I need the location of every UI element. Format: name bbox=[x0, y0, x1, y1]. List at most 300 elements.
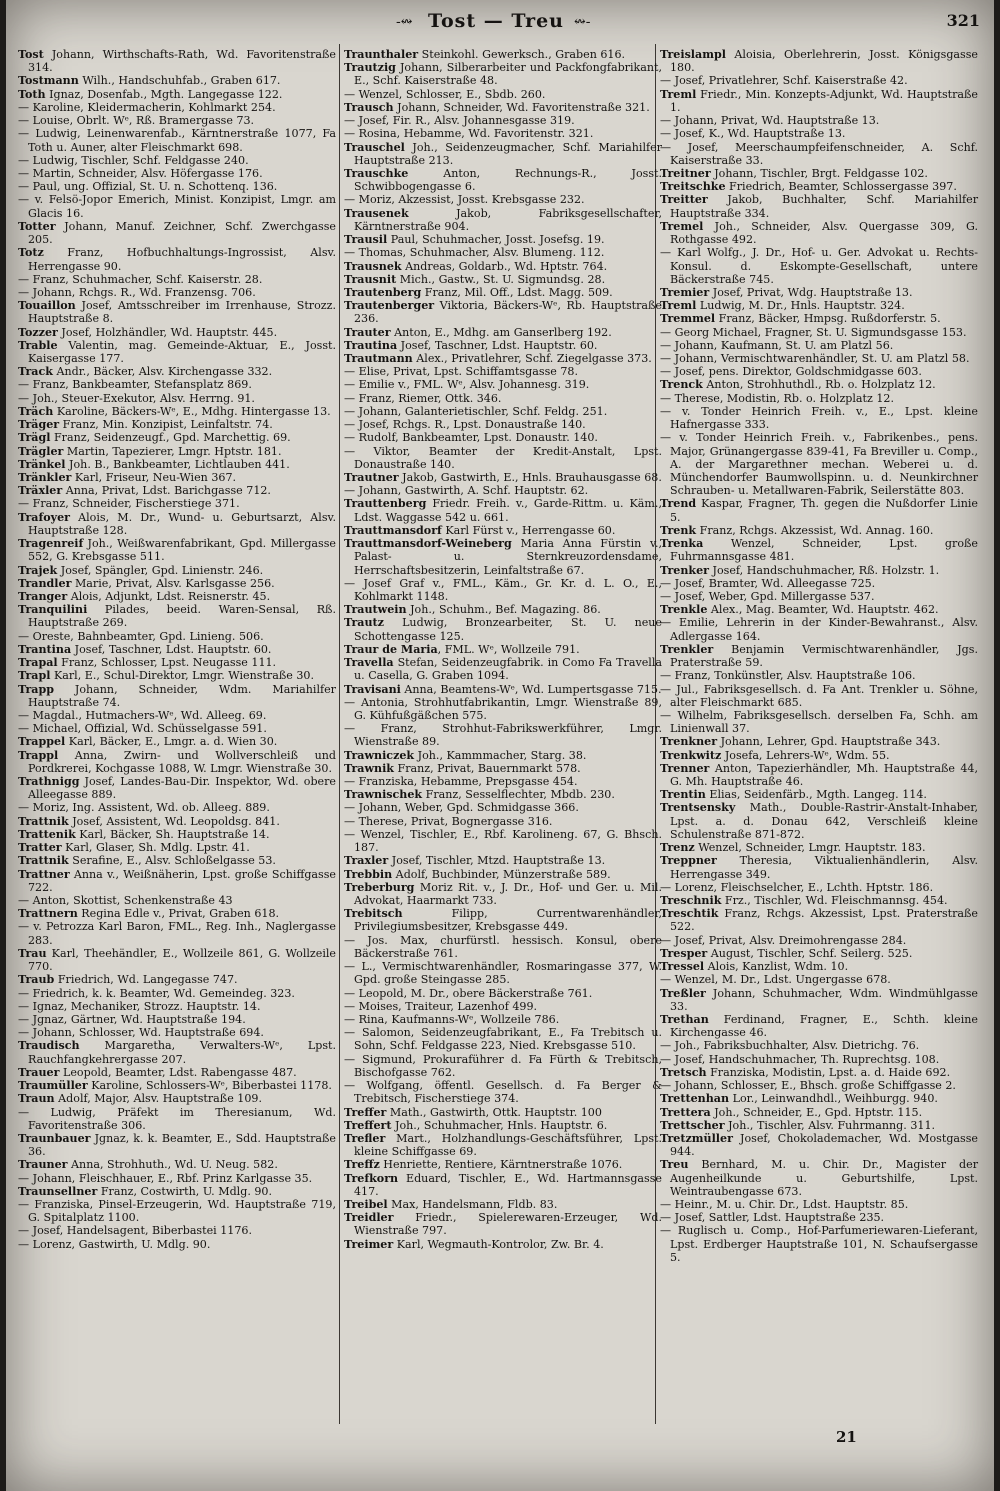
directory-entry bbox=[660, 894, 978, 907]
directory-entry bbox=[18, 709, 336, 722]
directory-entry bbox=[18, 326, 336, 339]
entry-details: Jgnaz, k. k. Beamter, E., Sdd. Hauptstraße 36. bbox=[28, 1131, 336, 1159]
directory-column-1 bbox=[18, 48, 336, 1251]
directory-entry bbox=[344, 762, 662, 775]
directory-entry bbox=[18, 537, 336, 563]
directory-entry bbox=[660, 669, 978, 682]
entry-details: — Josef, Bramter, Wd. Alleegasse 725. bbox=[660, 576, 876, 590]
entry-details: — Elise, Privat, Lpst. Schiffamtsgasse 78. bbox=[344, 365, 579, 379]
directory-entry bbox=[660, 114, 978, 127]
entry-details: Wenzel, Schneider, Lpst. große Fuhrmannsgasse 481. bbox=[670, 537, 978, 564]
entry-details: Josef, Landes-Bau-Dir. Inspektor, Wd. obere Alleegasse 889. bbox=[28, 775, 336, 802]
entry-details: — Josef, Rchgs. R., Lpst. Donaustraße 140. bbox=[344, 418, 586, 432]
directory-entry bbox=[344, 960, 662, 986]
entry-surname: Trau bbox=[18, 946, 47, 960]
entry-details: Josef, Holzhändler, Wd. Hauptstr. 445. bbox=[57, 325, 278, 339]
page-header bbox=[6, 4, 994, 38]
entry-details: — Martin, Schneider, Alsv. Höfergasse 176. bbox=[18, 166, 263, 180]
entry-surname: Traunthaler bbox=[344, 48, 419, 61]
directory-entry bbox=[18, 801, 336, 814]
entry-surname: Trawnik bbox=[344, 761, 394, 775]
entry-details: Karl, Wegmauth-Kontrolor, Zw. Br. 4. bbox=[393, 1237, 604, 1251]
entry-surname: Trentin bbox=[660, 788, 706, 802]
entry-details: Frz., Tischler, Wd. Fleischmannsg. 454. bbox=[721, 894, 948, 907]
entry-details: Joh., Schneider, E., Gpd. Hptstr. 115. bbox=[710, 1105, 923, 1119]
entry-details: Josef, Taschner, Ldst. Hauptstr. 60. bbox=[397, 338, 598, 352]
entry-details: — Johann, Schlosser, E., Bhsch. große Schiffgasse 2. bbox=[660, 1079, 956, 1093]
entry-surname: Treffer bbox=[344, 1105, 387, 1119]
directory-entry bbox=[344, 378, 662, 391]
entry-details: — Thomas, Schuhmacher, Alsv. Blumeng. 112. bbox=[344, 246, 605, 260]
directory-entry bbox=[660, 973, 978, 986]
directory-entry bbox=[660, 286, 978, 299]
entry-details: Ludwig, M. Dr., Hnls. Hauptstr. 324. bbox=[696, 299, 905, 313]
directory-entry bbox=[18, 749, 336, 775]
directory-entry bbox=[660, 1224, 978, 1264]
directory-entry bbox=[660, 246, 978, 286]
directory-entry bbox=[344, 868, 662, 881]
directory-entry bbox=[660, 378, 978, 391]
directory-entry bbox=[18, 564, 336, 577]
directory-entry bbox=[18, 1026, 336, 1039]
entry-details: Mich., Gastw., St. U. Sigmundsg. 28. bbox=[396, 272, 606, 286]
entry-details: Theresia, Viktualienhändlerin, Alsv. Herrengasse 349. bbox=[670, 854, 978, 881]
entry-details: Josef, Taschner, Ldst. Hauptstr. 60. bbox=[71, 642, 272, 656]
entry-surname: Trauter bbox=[344, 325, 391, 339]
entry-details: — Johann, Vermischtwarenhändler, St. U. am Platzl 58. bbox=[660, 352, 970, 366]
entry-details: Paul, Schuhmacher, Josst. Josefsg. 19. bbox=[387, 233, 605, 247]
entry-details: — Johann, Schlosser, Wd. Hauptstraße 694. bbox=[18, 1026, 264, 1040]
entry-surname: Treppner bbox=[660, 854, 717, 868]
directory-entry bbox=[344, 603, 662, 616]
entry-details: Franz, Min. Konzipist, Leinfaltstr. 74. bbox=[59, 418, 273, 432]
entry-details: Andreas, Goldarb., Wd. Hptstr. 764. bbox=[401, 259, 608, 273]
entry-details: — Georg Michael, Fragner, St. U. Sigmundsgasse 153. bbox=[660, 325, 967, 339]
directory-entry bbox=[660, 1158, 978, 1198]
entry-surname: Trapal bbox=[18, 656, 58, 670]
directory-entry bbox=[344, 722, 662, 748]
entry-details: Anton, Rechnungs-R., Josst. Schwibbogengasse 6. bbox=[354, 166, 662, 194]
entry-surname: Track bbox=[18, 365, 53, 379]
entry-details: Karoline, Bäckers-Wᵉ, E., Mdhg. Hintergasse 13. bbox=[53, 404, 331, 418]
entry-details: Karl, Friseur, Neu-Wien 367. bbox=[71, 471, 237, 484]
directory-entry bbox=[18, 418, 336, 431]
directory-entry bbox=[660, 220, 978, 246]
entry-details: — Wolfgang, öffentl. Gesellsch. d. Fa Berger & Trebitsch, Fischerstiege 374. bbox=[344, 1079, 662, 1106]
entry-details: — Wenzel, Schlosser, E., Sbdb. 260. bbox=[344, 87, 546, 101]
entry-surname: Tozzer bbox=[18, 325, 58, 339]
entry-details: — Jgnaz, Gärtner, Wd. Hauptstraße 194. bbox=[18, 1012, 246, 1026]
directory-entry bbox=[660, 74, 978, 87]
entry-details: — Magdal., Hutmachers-Wᵉ, Wd. Alleeg. 69. bbox=[18, 708, 267, 722]
directory-entry bbox=[660, 709, 978, 735]
entry-details: — Johann, Galanterietischler, Schf. Feldg. 251. bbox=[344, 404, 608, 418]
entry-details: Benjamin Vermischtwarenhändler, Jgs. Praterstraße 59. bbox=[670, 642, 978, 670]
entry-surname: Tresper bbox=[660, 946, 708, 960]
entry-surname: Trantina bbox=[18, 642, 72, 656]
directory-entry bbox=[660, 1039, 978, 1052]
directory-entry bbox=[660, 735, 978, 748]
entry-details: Josefa, Lehrers-Wᵉ, Wdm. 55. bbox=[721, 748, 890, 762]
entry-surname: Trettera bbox=[660, 1105, 711, 1119]
directory-entry bbox=[660, 947, 978, 960]
entry-details: Johann, Silberarbeiter und Packfongfabrikant, E., Schf. Kaiserstraße 48. bbox=[354, 61, 662, 88]
entry-surname: Trautina bbox=[344, 338, 398, 352]
entry-details: — v. Petrozza Karl Baron, FML., Reg. Inh., Naglergasse 283. bbox=[18, 920, 336, 947]
entry-details: — Wilhelm, Fabriksgesellsch. derselben Fa, Schh. am Linienwall 37. bbox=[660, 708, 978, 736]
entry-surname: Trenkner bbox=[660, 735, 718, 749]
entry-details: Karoline, Schlossers-Wᵉ, Biberbastei 1178. bbox=[87, 1079, 332, 1093]
directory-entry bbox=[344, 1000, 662, 1013]
directory-entry bbox=[660, 312, 978, 325]
entry-surname: Treßler bbox=[660, 986, 706, 1000]
directory-entry bbox=[344, 987, 662, 1000]
entry-details: — Ludwig, Tischler, Schf. Feldgasse 240. bbox=[18, 153, 249, 167]
entry-details: — Johann, Fleischhauer, E., Rbf. Prinz Karlgasse 35. bbox=[18, 1171, 313, 1185]
entry-details: — Viktor, Beamter der Kredit-Anstalt, Lpst. Donaustraße 140. bbox=[344, 444, 662, 471]
directory-entry bbox=[660, 854, 978, 880]
entry-details: Alois, M. Dr., Wund- u. Geburtsarzt, Alsv. Hauptstraße 128. bbox=[28, 510, 336, 537]
entry-details: Elias, Seidenfärb., Mgth. Langeg. 114. bbox=[705, 788, 927, 802]
directory-entry bbox=[660, 603, 978, 616]
directory-entry bbox=[344, 392, 662, 405]
entry-surname: Tranquilini bbox=[18, 603, 88, 617]
directory-entry bbox=[18, 1000, 336, 1013]
entry-details: — Josef, Handelsagent, Biberbastei 1176. bbox=[18, 1224, 252, 1238]
directory-entry bbox=[660, 1211, 978, 1224]
entry-details: — Wenzel, Tischler, E., Rbf. Karolineng. 67, G. Bhsch. 187. bbox=[344, 827, 662, 855]
entry-surname: Trefler bbox=[344, 1131, 386, 1145]
entry-details: Joh., Schuhmacher, Hnls. Hauptstr. 6. bbox=[391, 1118, 608, 1132]
directory-entry bbox=[660, 841, 978, 854]
directory-entry bbox=[18, 1224, 336, 1237]
entry-surname: Traun bbox=[18, 1092, 55, 1106]
entry-surname: Trausil bbox=[344, 233, 388, 247]
entry-details: Franz, Costwirth, U. Mdlg. 90. bbox=[97, 1184, 273, 1198]
directory-entry bbox=[344, 854, 662, 867]
directory-entry bbox=[660, 801, 978, 841]
entry-surname: Trappl bbox=[18, 748, 59, 762]
directory-entry bbox=[660, 960, 978, 973]
entry-details: Leopold, Beamter, Ldst. Rabengasse 487. bbox=[59, 1065, 297, 1079]
entry-details: Josef, Privat, Wdg. Hauptstraße 13. bbox=[709, 285, 913, 299]
directory-entry bbox=[18, 775, 336, 801]
entry-details: Lor., Leinwandhdl., Weihburgg. 940. bbox=[729, 1092, 938, 1106]
entry-details: Johann, Manuf. Zeichner, Schf. Zwerchgasse 205. bbox=[28, 219, 336, 247]
entry-surname: Traumüller bbox=[18, 1079, 88, 1093]
entry-details: — Franz, Schneider, Fischerstiege 371. bbox=[18, 497, 240, 511]
entry-details: Josef, Amtsschreiber im Irrenhause, Strozz. Hauptstraße 8. bbox=[28, 299, 336, 326]
directory-entry bbox=[344, 537, 662, 577]
entry-details: Joh. B., Bankbeamter, Lichtlauben 441. bbox=[65, 457, 290, 471]
directory-entry bbox=[660, 577, 978, 590]
entry-details: Jakob, Fabriksgesellschafter, Kärntnerstraße 904. bbox=[354, 206, 662, 233]
entry-details: Joh., Schneider, Alsv. Quergasse 309, G. Rothgasse 492. bbox=[670, 219, 978, 247]
entry-details: — Therese, Modistin, Rb. o. Holzplatz 12. bbox=[660, 391, 895, 405]
entry-details: — Oreste, Bahnbeamter, Gpd. Linieng. 506. bbox=[18, 629, 264, 643]
directory-entry bbox=[660, 365, 978, 378]
entry-surname: Trenk bbox=[660, 523, 697, 537]
entry-details: — Franz, Strohhut-Fabrikswerkführer, Lmgr. Wienstraße 89. bbox=[344, 722, 662, 749]
entry-details: Ferdinand, Fragner, E., Schth. kleine Kirchengasse 46. bbox=[670, 1012, 978, 1040]
entry-details: Franz, Sesselflechter, Mbdb. 230. bbox=[422, 788, 615, 802]
directory-entry bbox=[18, 299, 336, 325]
entry-surname: Treffz bbox=[344, 1158, 380, 1172]
entry-surname: Tostmann bbox=[18, 74, 79, 88]
directory-entry bbox=[18, 220, 336, 246]
directory-entry bbox=[18, 101, 336, 114]
entry-surname: Treu bbox=[660, 1158, 689, 1172]
directory-entry bbox=[344, 246, 662, 259]
entry-surname: Tretzmüller bbox=[660, 1131, 733, 1145]
directory-entry bbox=[660, 352, 978, 365]
directory-entry bbox=[660, 749, 978, 762]
entry-surname: Treislampl bbox=[660, 48, 726, 61]
directory-entry bbox=[344, 1211, 662, 1237]
directory-entry bbox=[344, 643, 662, 656]
entry-details: — Karl Wolfg., J. Dr., Hof- u. Ger. Advokat u. Rechts-Konsul. d. Eskompte-Gesellschaft, untere Bäckerstraße 745. bbox=[660, 246, 978, 286]
entry-details: — Franz, Riemer, Ottk. 346. bbox=[344, 391, 502, 405]
entry-surname: Treitschke bbox=[660, 180, 726, 194]
entry-surname: Traub bbox=[18, 973, 55, 987]
entry-surname: Trapl bbox=[18, 669, 51, 683]
directory-entry bbox=[344, 88, 662, 101]
directory-entry bbox=[344, 48, 662, 61]
entry-surname: Trausnit bbox=[344, 272, 397, 286]
entry-surname: Trandler bbox=[18, 576, 72, 590]
entry-details: , FML. Wᵉ, Wollzeile 791. bbox=[437, 642, 580, 656]
entry-surname: Trenck bbox=[660, 378, 703, 392]
entry-surname: Trattnik bbox=[18, 814, 69, 828]
entry-details: Eduard, Tischler, E., Wd. Hartmannsgasse 417. bbox=[354, 1171, 662, 1198]
entry-surname: Treschnik bbox=[660, 894, 722, 907]
entry-surname: Trawnischek bbox=[344, 788, 423, 802]
page-number: 321 bbox=[946, 11, 980, 30]
entry-surname: Treml bbox=[660, 299, 697, 313]
entry-details: Jakob, Buchhalter, Schf. Mariahilfer Hauptstraße 334. bbox=[670, 193, 978, 220]
directory-entry bbox=[18, 378, 336, 391]
entry-details: — Jos. Max, churfürstl. hessisch. Konsul, obere Bäckerstraße 761. bbox=[344, 933, 662, 960]
entry-surname: Trattner bbox=[18, 867, 70, 881]
entry-surname: Tretsch bbox=[660, 1065, 707, 1079]
entry-details: — Antonia, Strohhutfabrikantin, Lmgr. Wienstraße 89, G. Kühfußgäßchen 575. bbox=[344, 695, 662, 722]
directory-entry bbox=[344, 127, 662, 140]
entry-details: Viktoria, Bäckers-Wᵉ, Rb. Hauptstraße 236. bbox=[354, 299, 662, 326]
entry-surname: Tränkel bbox=[18, 457, 66, 471]
entry-surname: Treitner bbox=[660, 166, 711, 180]
directory-entry bbox=[660, 537, 978, 563]
entry-details: — Emilie v., FML. Wᵉ, Alsv. Johannesg. 319. bbox=[344, 378, 590, 392]
entry-details: Karl, Bäcker, Sh. Hauptstraße 14. bbox=[75, 827, 270, 841]
directory-entry bbox=[18, 127, 336, 153]
directory-entry bbox=[344, 775, 662, 788]
entry-surname: Trauer bbox=[18, 1065, 60, 1079]
entry-surname: Trefkorn bbox=[344, 1171, 399, 1185]
entry-details: — Josef, Handschuhmacher, Th. Ruprechtsg. 108. bbox=[660, 1052, 940, 1066]
entry-surname: Treitter bbox=[660, 193, 708, 207]
directory-entry bbox=[344, 497, 662, 523]
directory-entry bbox=[660, 405, 978, 431]
entry-details: Anna, Strohhuth., Wd. U. Neug. 582. bbox=[67, 1158, 278, 1172]
directory-entry bbox=[344, 616, 662, 642]
entry-details: Joh., Schuhm., Bef. Magazing. 86. bbox=[406, 603, 601, 617]
entry-details: Math., Double-Rastrir-Anstalt-Inhaber, Lpst. a. d. Donau 642, Verschleiß kleine Schulenstraße 871-872. bbox=[670, 801, 978, 841]
entry-surname: Trauner bbox=[18, 1158, 68, 1172]
entry-details: — Jul., Fabriksgesellsch. d. Fa Ant. Trenkler u. Söhne, alter Fleischmarkt 685. bbox=[660, 682, 978, 709]
directory-entry bbox=[344, 233, 662, 246]
entry-details: Karl, E., Schul-Direktor, Lmgr. Wienstraße 30. bbox=[50, 669, 314, 683]
directory-entry bbox=[660, 616, 978, 642]
directory-entry bbox=[660, 141, 978, 167]
entry-details: Karl, Glaser, Sh. Mdlg. Lpstr. 41. bbox=[61, 841, 250, 855]
directory-entry bbox=[18, 88, 336, 101]
entry-surname: Trenkle bbox=[660, 603, 708, 617]
directory-entry bbox=[18, 947, 336, 973]
entry-details: — Franziska, Pinsel-Erzeugerin, Wd. Hauptstraße 719, G. Spitalplatz 1100. bbox=[18, 1198, 336, 1225]
left-ornament: -↭ bbox=[396, 14, 413, 30]
directory-entry bbox=[18, 643, 336, 656]
directory-entry bbox=[660, 934, 978, 947]
entry-details: — Johann, Gastwirth, A. Schf. Hauptstr. 62. bbox=[344, 484, 589, 498]
directory-entry bbox=[18, 458, 336, 471]
entry-details: — Rosina, Hebamme, Wd. Favoritenstr. 321. bbox=[344, 127, 594, 141]
entry-surname: Trend bbox=[660, 497, 697, 511]
entry-details: Serafine, E., Alsv. Schloßelgasse 53. bbox=[68, 854, 276, 868]
directory-entry bbox=[18, 1066, 336, 1079]
entry-surname: Trebbin bbox=[344, 867, 393, 881]
entry-details: Marie, Privat, Alsv. Karlsgasse 256. bbox=[71, 576, 275, 590]
entry-details: Friedrich, Wd. Langegasse 747. bbox=[54, 973, 238, 987]
directory-entry bbox=[344, 683, 662, 696]
directory-entry bbox=[660, 1198, 978, 1211]
entry-surname: Trautmann bbox=[344, 352, 413, 366]
directory-entry bbox=[344, 907, 662, 933]
entry-details: Moriz Rit. v., J. Dr., Hof- und Ger. u. Mil. Advokat, Haarmarkt 733. bbox=[354, 880, 662, 907]
entry-details: Ludwig, Bronzearbeiter, St. U. neue Schottengasse 125. bbox=[354, 616, 662, 643]
directory-entry bbox=[344, 167, 662, 193]
directory-entry bbox=[18, 1198, 336, 1224]
signature-mark: 21 bbox=[836, 1428, 857, 1446]
entry-details: Franz, Schlosser, Lpst. Neugasse 111. bbox=[57, 656, 277, 670]
entry-surname: Tragenreif bbox=[18, 537, 84, 551]
directory-entry bbox=[18, 815, 336, 828]
directory-entry bbox=[344, 577, 662, 603]
directory-entry bbox=[18, 392, 336, 405]
entry-details: Andr., Bäcker, Alsv. Kirchengasse 332. bbox=[52, 365, 273, 379]
entry-surname: Trautenberg bbox=[344, 285, 422, 299]
entry-details: — Josef, Weber, Gpd. Millergasse 537. bbox=[660, 589, 875, 603]
directory-entry bbox=[660, 180, 978, 193]
entry-details: Joh., Tischler, Alsv. Fuhrmanng. 311. bbox=[724, 1118, 936, 1132]
entry-details: — Josef, Privatlehrer, Schf. Kaiserstraße 42. bbox=[660, 74, 908, 88]
entry-details: Franz, Privat, Bauernmarkt 578. bbox=[394, 761, 581, 775]
entry-surname: Treffert bbox=[344, 1118, 392, 1132]
entry-surname: Trenker bbox=[660, 563, 710, 577]
directory-entry bbox=[344, 207, 662, 233]
entry-details: Henriette, Rentiere, Kärntnerstraße 1076. bbox=[379, 1158, 623, 1172]
directory-entry bbox=[344, 815, 662, 828]
entry-details: — Josef, pens. Direktor, Goldschmidgasse 603. bbox=[660, 365, 922, 379]
directory-entry bbox=[660, 339, 978, 352]
entry-details: Anna, Zwirn- und Wollverschleiß und Pordkrerei, Kochgasse 1088, W. Lmgr. Wienstraße 30. bbox=[28, 748, 336, 775]
entry-details: — L., Vermischtwarenhändler, Rosmaringasse 377, W. Gpd. große Steingasse 285. bbox=[344, 960, 662, 987]
entry-surname: Trausnek bbox=[344, 259, 402, 273]
entry-surname: Travisani bbox=[344, 682, 401, 696]
directory-column-3 bbox=[660, 48, 978, 1264]
directory-entry bbox=[18, 471, 336, 484]
entry-surname: Trautner bbox=[344, 471, 399, 484]
directory-entry bbox=[18, 273, 336, 286]
entry-details: Alex., Privatlehrer, Schf. Ziegelgasse 373. bbox=[412, 352, 652, 366]
directory-entry bbox=[344, 193, 662, 206]
directory-entry bbox=[18, 511, 336, 537]
entry-surname: Tremier bbox=[660, 285, 710, 299]
directory-entry bbox=[344, 696, 662, 722]
directory-entry bbox=[344, 524, 662, 537]
entry-surname: Tressel bbox=[660, 960, 705, 974]
entry-surname: Träxler bbox=[18, 484, 63, 498]
entry-surname: Trenka bbox=[660, 537, 704, 551]
directory-entry bbox=[344, 1158, 662, 1171]
entry-surname: Trattnik bbox=[18, 854, 69, 868]
entry-details: Johann, Schuhmacher, Wdm. Windmühlgasse 33. bbox=[670, 986, 978, 1013]
entry-details: Ignaz, Dosenfab., Mgth. Langegasse 122. bbox=[45, 87, 283, 101]
entry-surname: Trettenhan bbox=[660, 1092, 730, 1106]
entry-surname: Trautz bbox=[344, 616, 384, 630]
entry-details: — Franz, Tonkünstler, Alsv. Hauptstraße 106. bbox=[660, 669, 916, 683]
directory-entry bbox=[18, 854, 336, 867]
entry-surname: Treml bbox=[660, 87, 697, 101]
entry-surname: Treibel bbox=[344, 1198, 388, 1212]
entry-details: Pilades, beeid. Waren-Sensal, Rß. Hauptstraße 269. bbox=[28, 603, 336, 630]
entry-details: — Friedrich, k. k. Beamter, Wd. Gemeindeg. 323. bbox=[18, 986, 295, 1000]
directory-entry bbox=[660, 788, 978, 801]
entry-details: Mart., Holzhandlungs-Geschäftsführer, Lpst. kleine Schiffgasse 69. bbox=[354, 1131, 662, 1159]
directory-entry bbox=[344, 1013, 662, 1026]
entry-surname: Treberburg bbox=[344, 880, 415, 894]
entry-surname: Trautzig bbox=[344, 61, 396, 75]
directory-entry bbox=[18, 894, 336, 907]
entry-surname: Tost bbox=[18, 48, 44, 61]
entry-details: — Joh., Steuer-Exekutor, Alsv. Herrng. 91. bbox=[18, 391, 255, 405]
directory-entry bbox=[18, 1106, 336, 1132]
directory-entry bbox=[344, 286, 662, 299]
directory-entry bbox=[660, 1079, 978, 1092]
entry-surname: Trautenberger bbox=[344, 299, 435, 313]
entry-surname: Trajek bbox=[18, 563, 58, 577]
directory-entry bbox=[344, 1026, 662, 1052]
directory-entry bbox=[344, 61, 662, 87]
entry-details: Aloisia, Oberlehrerin, Josst. Königsgasse 180. bbox=[670, 48, 978, 75]
directory-entry bbox=[18, 590, 336, 603]
entry-details: Anton, E., Mdhg. am Ganserlberg 192. bbox=[390, 325, 612, 339]
directory-entry bbox=[344, 101, 662, 114]
entry-surname: Tremmel bbox=[660, 312, 716, 326]
entry-surname: Trauschel bbox=[344, 140, 405, 154]
directory-entry bbox=[344, 656, 662, 682]
directory-entry bbox=[660, 1132, 978, 1158]
entry-surname: Träch bbox=[18, 404, 54, 418]
directory-entry bbox=[344, 749, 662, 762]
entry-surname: Traunsellner bbox=[18, 1184, 98, 1198]
directory-entry bbox=[344, 260, 662, 273]
entry-surname: Trauttmansdorf-Weineberg bbox=[344, 537, 512, 551]
entry-surname: Träger bbox=[18, 418, 60, 432]
directory-entry bbox=[344, 828, 662, 854]
directory-entry bbox=[344, 299, 662, 325]
directory-entry bbox=[18, 1172, 336, 1185]
entry-details: Steinkohl. Gewerksch., Graben 616. bbox=[418, 48, 626, 61]
